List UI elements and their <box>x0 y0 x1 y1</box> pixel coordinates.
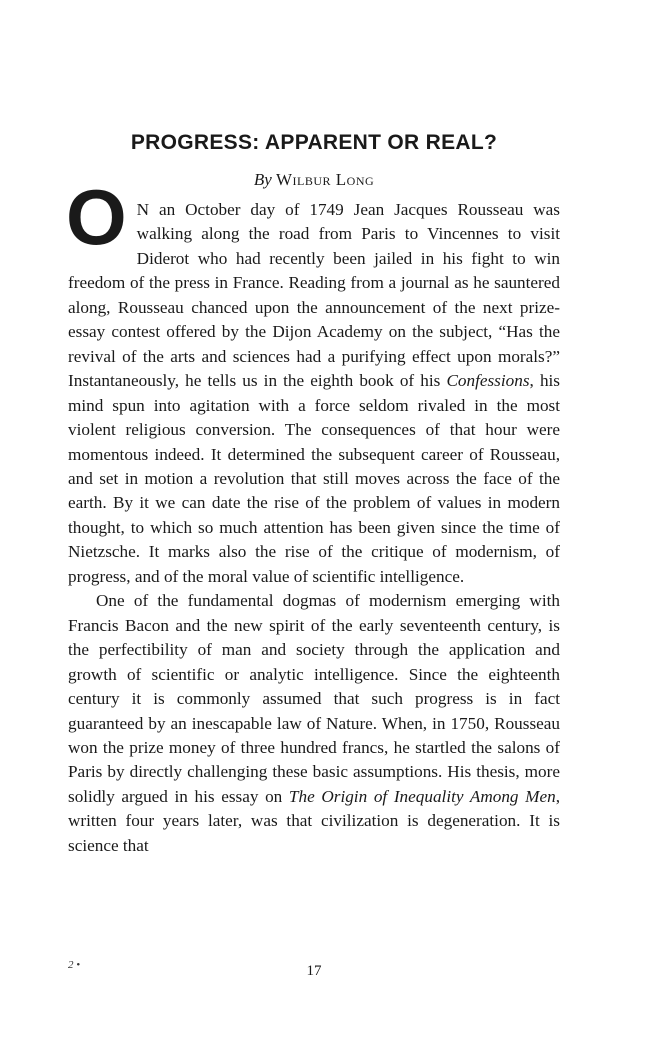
byline-prefix: By <box>253 170 272 189</box>
paragraph-1-rest: , his mind spun into agitation with a force seldom rivaled in the most violent religious conversion. The consequences of that hour were momentous indeed. It determined the subsequent career of Rousseau, and set in motion a revolution that still moves across the face of the earth. By it we can date the rise of the problem of values in modern thought, to which so much attention has been given since the time of Nietzsche. It marks also the rise of the critique of modernism, of progress, and of the moral value of scientific intelligence. <box>68 371 561 586</box>
paragraph-2 <box>68 589 560 858</box>
drop-cap: O <box>66 173 127 261</box>
page-number: 17 <box>306 963 322 979</box>
paragraph-2-text: One of the fundamental dogmas of modernism emerging with Francis Bacon and the new spirit of the early seventeenth century, is the perfectibility of man and society through the application and growth of scientific or analytic intelligence. Since the eighteenth century it is commonly assumed that such progress is in fact guaranteed by an inescapable law of Nature. When, in 1750, Rousseau won the prize money of three hundred francs, he startled the salons of Paris by directly challenging these basic assumptions. His thesis, more solidly argued in his essay on <box>68 591 560 806</box>
author-name: Wilbur Long <box>276 170 375 189</box>
book-page <box>68 0 560 1063</box>
byline <box>68 170 560 190</box>
book-title-origin-of-inequality: The Origin of Inequality Among Men <box>288 786 556 806</box>
book-title-confessions: Confessions <box>446 371 530 391</box>
signature-mark: 2 • <box>68 959 81 971</box>
paragraph-2-rest: , written four years later, was that civilization is degeneration. It is science that <box>68 786 560 855</box>
paragraph-1-text: N an October day of 1749 Jean Jacques Rousseau was walking along the road from Paris to Vincennes to visit Diderot who had recently been jailed in his fight to win freedom of the press in France. Reading from a journal as he sauntered along, Rousseau chanced upon the announcement of the next prize-essay contest offered by the Dijon Academy on the subject, “Has the revival of the arts and sciences had a purifying effect upon morals?” Instantaneously, he tells us in the eighth book of his <box>68 200 560 391</box>
article-title: PROGRESS: APPARENT OR REAL? <box>130 131 498 154</box>
